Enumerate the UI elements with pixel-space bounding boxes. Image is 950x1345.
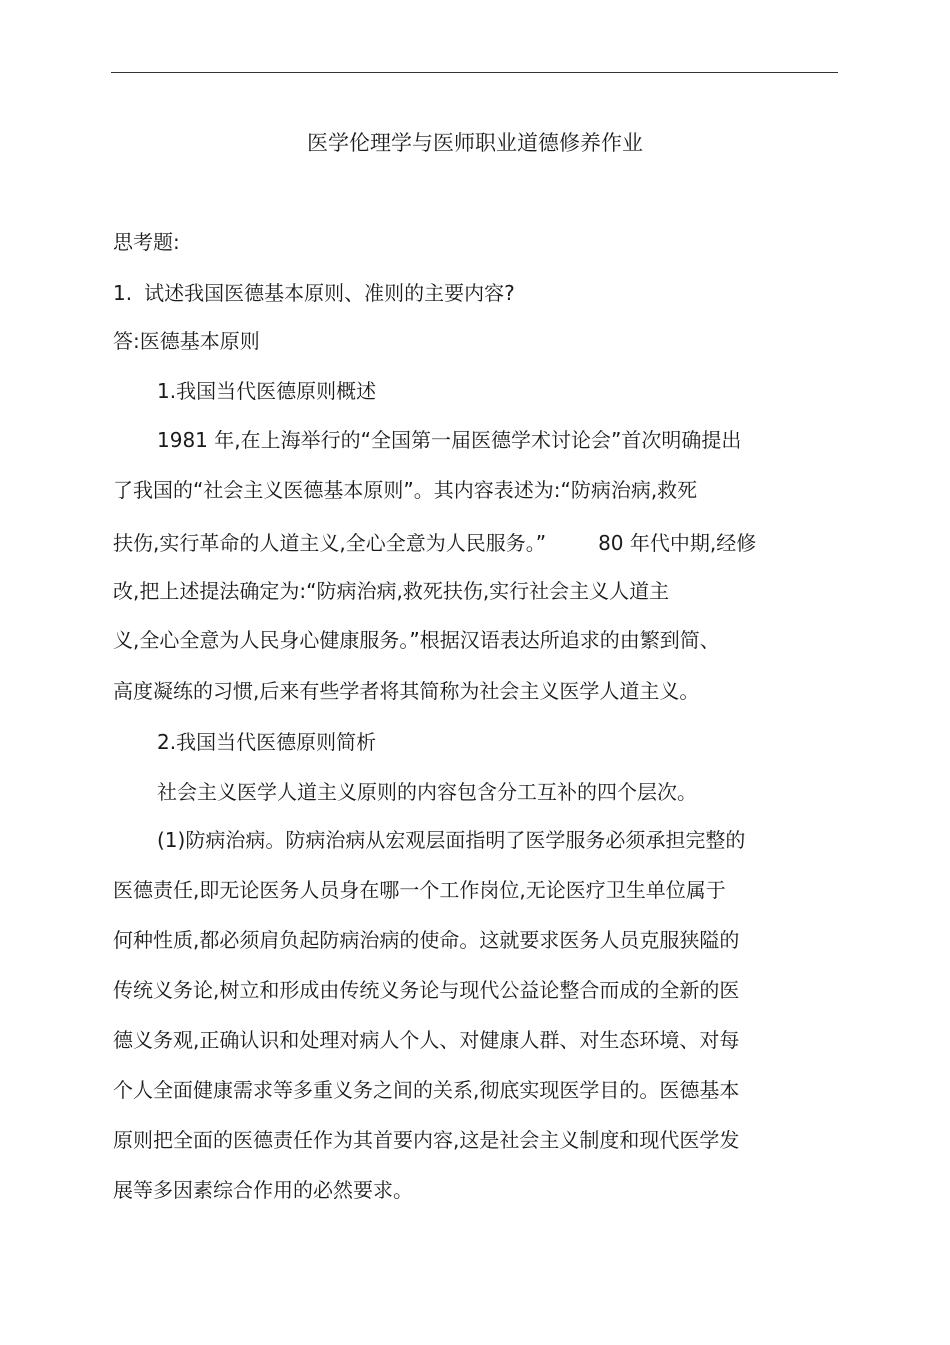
paragraph-line: 了我国的“社会主义医德基本原则”。其内容表述为:“防病治病,救死 [113, 478, 698, 502]
answer-line: 答:医德基本原则 [113, 329, 260, 353]
question-number: 1. [113, 281, 133, 305]
paragraph-line: 高度凝练的习惯,后来有些学者将其简称为社会主义医学人道主义。 [113, 679, 700, 703]
paragraph-line: 何种性质,都必须肩负起防病治病的使命。这就要求医务人员克服狭隘的 [113, 928, 740, 952]
paragraph-line: 展等多因素综合作用的必然要求。 [113, 1178, 413, 1202]
paragraph-line: 德义务观,正确认识和处理对病人个人、对健康人群、对生态环境、对每 [113, 1028, 740, 1052]
question-text: 试述我国医德基本原则、准则的主要内容? [144, 281, 515, 305]
paragraph-line-part: 扶伤,实行革命的人道主义,全心全意为人民服务。” [113, 531, 547, 555]
paragraph-line-part: 80 年代中期,经修 [598, 531, 757, 555]
paragraph-line: 医德责任,即无论医务人员身在哪一个工作岗位,无论医疗卫生单位属于 [113, 878, 726, 902]
header-rule [111, 72, 838, 73]
paragraph-line: 原则把全面的医德责任作为其首要内容,这是社会主义制度和现代医学发 [113, 1128, 740, 1152]
subsection-heading-2: 2.我国当代医德原则简析 [157, 730, 377, 754]
paragraph-line: 义,全心全意为人民身心健康服务。”根据汉语表达所追求的由繁到简、 [113, 628, 720, 652]
question-line [113, 278, 515, 308]
paragraph-line: 社会主义医学人道主义原则的内容包含分工互补的四个层次。 [157, 780, 697, 804]
document-title: 医学伦理学与医师职业道德修养作业 [307, 131, 643, 155]
paragraph-line: 1981 年,在上海举行的“全国第一届医德学术讨论会”首次明确提出 [157, 428, 742, 452]
subsection-heading-1: 1.我国当代医德原则概述 [157, 379, 377, 403]
section-heading: 思考题: [113, 230, 180, 254]
paragraph-line [113, 528, 756, 558]
paragraph-line: (1)防病治病。防病治病从宏观层面指明了医学服务必须承担完整的 [157, 828, 746, 852]
paragraph-line: 传统义务论,树立和形成由传统义务论与现代公益论整合而成的全新的医 [113, 978, 740, 1002]
paragraph-line: 个人全面健康需求等多重义务之间的关系,彻底实现医学目的。医德基本 [113, 1078, 740, 1102]
paragraph-line: 改,把上述提法确定为:“防病治病,救死扶伤,实行社会主义人道主 [113, 579, 670, 603]
